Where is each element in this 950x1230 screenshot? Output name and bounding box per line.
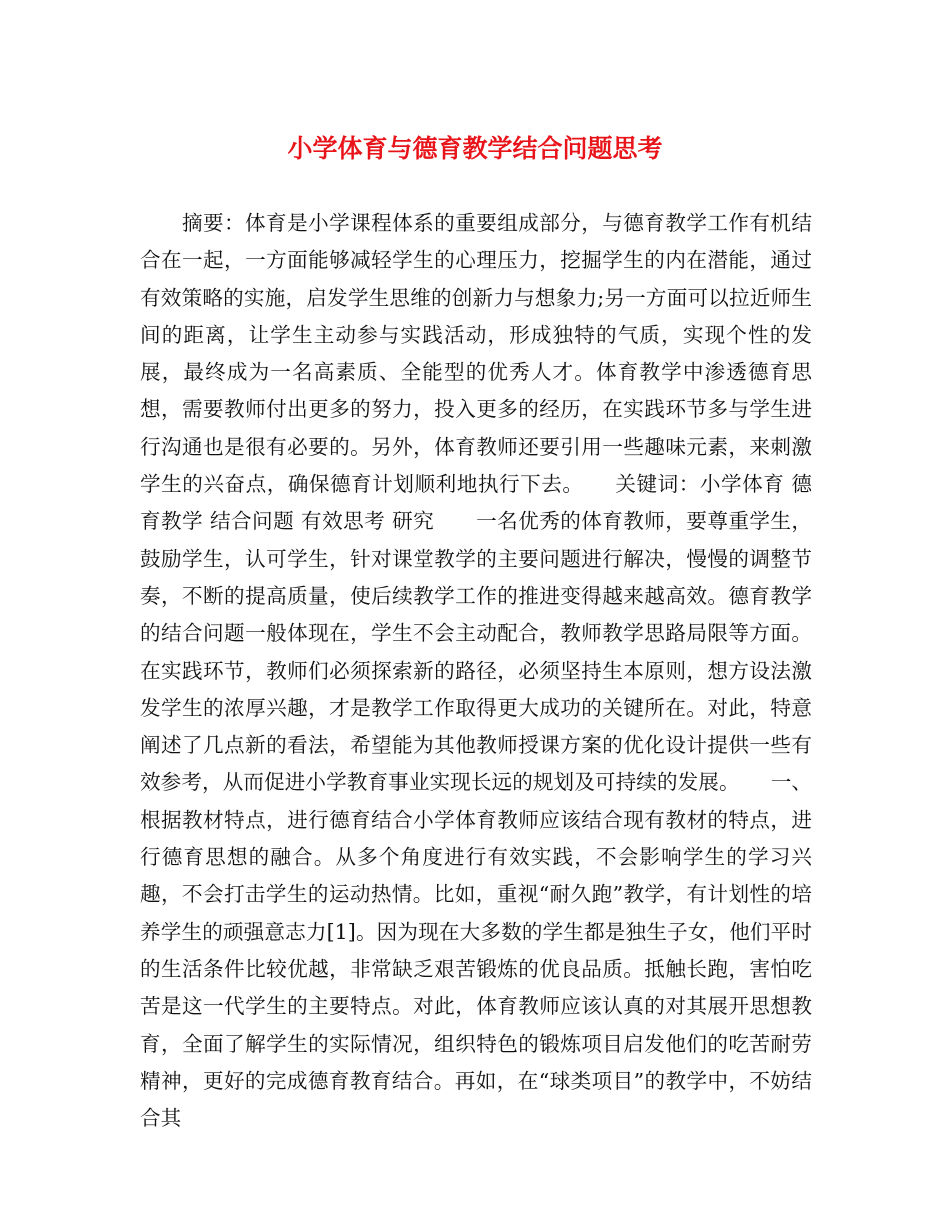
document-title: 小学体育与德育教学结合问题思考 <box>287 134 663 163</box>
document-body: 摘要：体育是小学课程体系的重要组成部分，与德育教学工作有机结合在一起，一方面能够减轻学生的心理压力，挖掘学生的内在潜能，通过有效策略的实施，启发学生思维的创新力与想象力;另一方面可以拉近师生间的距离，让学生主动参与实践活动，形成独特的气质，实现个性的发展，最终成为一名高素质、全能型的优秀人才。体育教学中渗透德育思想，需要教师付出更多的努力，投入更多的经历，在实践环节多与学生进行沟通也是很有必要的。另外，体育教师还要引用一些趣味元素，来刺激学生的兴奋点，确保德育计划顺利地执行下去。 关键词：小学体育 德育教学 结合问题 有效思考 研究 一名优秀的体育教师，要尊重学生，鼓励学生，认可学生，针对课堂教学的主要问题进行解决，慢慢的调整节奏，不断的提高质量，使后续教学工作的推进变得越来越高效。德育教学的结合问题一般体现在，学生不会主动配合，教师教学思路局限等方面。在实践环节，教师们必须探索新的路径，必须坚持生本原则，想方设法激发学生的浓厚兴趣，才是教学工作取得更大成功的关键所在。对此，特意阐述了几点新的看法，希望能为其他教师授课方案的优化设计提供一些有效参考，从而促进小学教育事业实现长远的规划及可持续的发展。 一、根据教材特点，进行德育结合小学体育教师应该结合现有教材的特点，进行德育思想的融合。从多个角度进行有效实践，不会影响学生的学习兴趣，不会打击学生的运动热情。比如，重视“耐久跑”教学，有计划性的培养学生的顽强意志力[1]。因为现在大多数的学生都是独生子女，他们平时的生活条件比较优越，非常缺乏艰苦锻炼的优良品质。抵触长跑，害怕吃苦是这一代学生的主要特点。对此，体育教师应该认真的对其展开思想教育，全面了解学生的实际情况，组织特色的锻炼项目启发他们的吃苦耐劳精神，更好的完成德育教育结合。再如，在“球类项目”的教学中，不妨结合其 <box>140 211 812 1131</box>
